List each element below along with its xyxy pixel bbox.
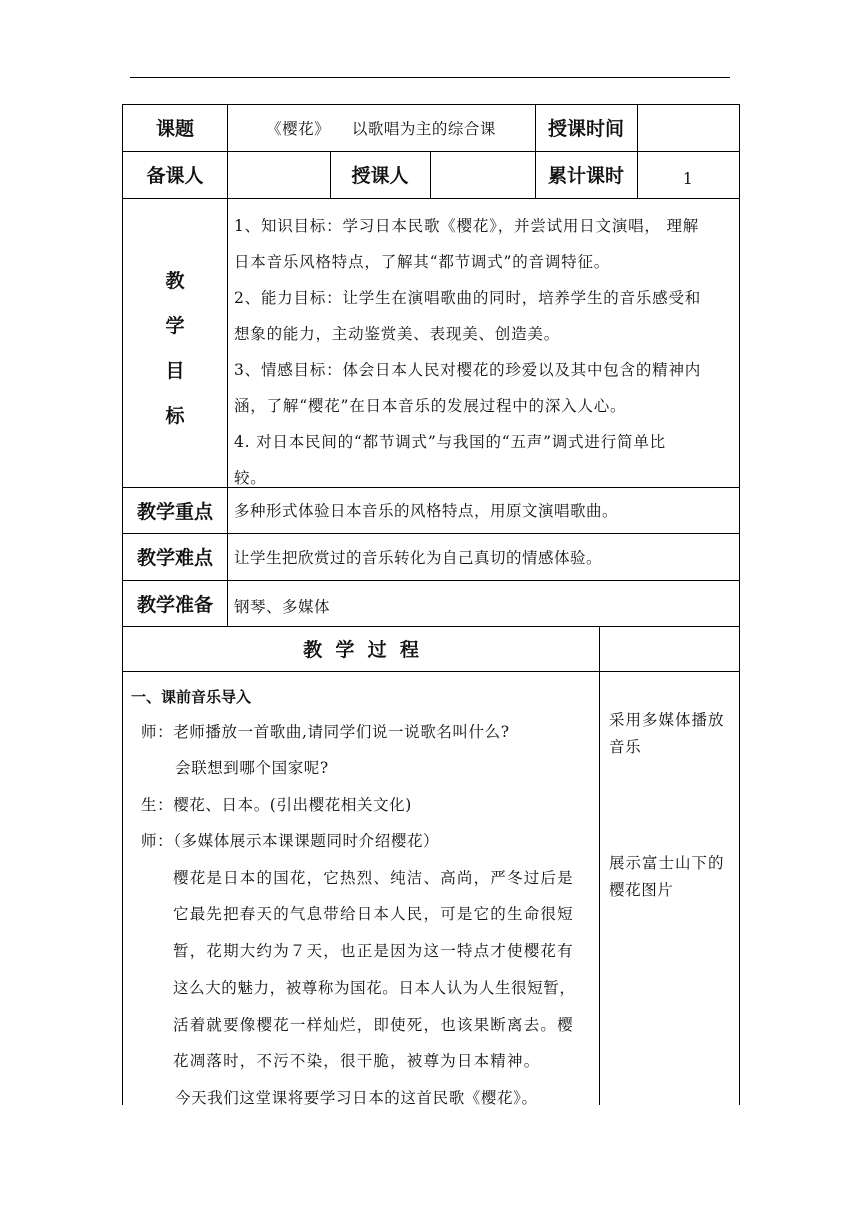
difficulties-value: 让学生把欣赏过的音乐转化为自己真切的情感体验。 [234,548,603,567]
time-value [637,104,739,151]
objectives-label-char: 目 [165,360,185,382]
objectives-label-char: 学 [165,315,185,337]
process-line: 师：老师播放一首歌曲,请同学们说一说歌名叫什么? [141,723,510,741]
process-line: 樱花是日本的国花，它热烈、纯洁、高尚，严冬过后是 [173,869,574,887]
difficulties-label: 教学难点 [136,547,213,569]
section-title: 一、课前音乐导入 [131,688,252,706]
teacher-value [430,151,535,198]
preparation-value: 钢琴、多媒体 [234,598,331,616]
time-label: 授课时间 [547,118,624,140]
topic-value: 《樱花》 以歌唱为主的综合课 [266,119,496,138]
teacher-label: 授课人 [351,165,409,187]
objective-line: 想象的能力，主动鉴赏美、表现美、创造美。 [234,325,561,343]
process-line: 这么大的魅力，被尊称为国花。日本人认为人生很短暂， [173,979,576,997]
process-line: 活着就要像樱花一样灿烂，即使死，也该果断离去。樱 [173,1016,574,1034]
preparer-value [227,151,330,198]
objective-line: 1、知识目标：学习日本民歌《樱花》，并尝试用日文演唱， 理解 [234,217,700,235]
topic-label: 课题 [155,118,194,140]
note-line: 樱花图片 [609,881,674,899]
objective-line: 2、能力目标：让学生在演唱歌曲的同时，培养学生的音乐感受和 [234,289,702,307]
process-line: 花凋落时，不污不染，很干脆，被尊为日本精神。 [173,1052,541,1070]
row-divider [123,671,739,672]
objectives-label-char: 教 [165,270,185,292]
col-divider [599,626,600,1105]
note-line: 音乐 [609,738,642,756]
process-line: 暂，花期大约为７天，也正是因为这一特点才使樱花有 [173,942,574,960]
objective-line: 4. 对日本民间的“都节调式”与我国的“五声”调式进行简单比 [234,433,666,451]
objective-line: 日本音乐风格特点，了解其“都节调式”的音调特征。 [234,253,611,271]
preparer-label: 备课人 [146,165,204,187]
objectives-text [234,208,734,496]
objectives-label-char: 标 [165,405,185,427]
process-line: 师：（多媒体展示本课课题同时介绍樱花） [141,832,440,850]
process-title: 教 学 过 程 [303,639,419,661]
process-line: 生：樱花、日本。(引出樱花相关文化) [141,796,412,814]
objective-line: 涵，了解“樱花”在日本音乐的发展过程中的深入人心。 [234,397,627,415]
row-divider [123,198,739,199]
header-rule [130,77,730,78]
objective-line: 3、情感目标：体会日本人民对樱花的珍爱以及其中包含的精神内 [234,361,702,379]
lesson-plan-table [122,104,740,1105]
hours-value: 1 [682,169,694,188]
process-line: 会联想到哪个国家呢? [175,759,329,777]
objective-line: 较。 [234,469,267,487]
key-points-label: 教学重点 [136,500,213,523]
hours-label: 累计课时 [547,165,624,187]
note-line: 展示富士山下的 [609,854,725,872]
note-line: 采用多媒体播放 [609,711,725,729]
preparation-label: 教学准备 [136,593,213,616]
key-points-value: 多种形式体验日本音乐的风格特点，用原文演唱歌曲。 [234,502,619,520]
process-line: 今天我们这堂课将要学习日本的这首民歌《樱花》。 [175,1089,538,1107]
process-line: 它最先把春天的气息带给日本人民，可是它的生命很短 [173,905,574,923]
